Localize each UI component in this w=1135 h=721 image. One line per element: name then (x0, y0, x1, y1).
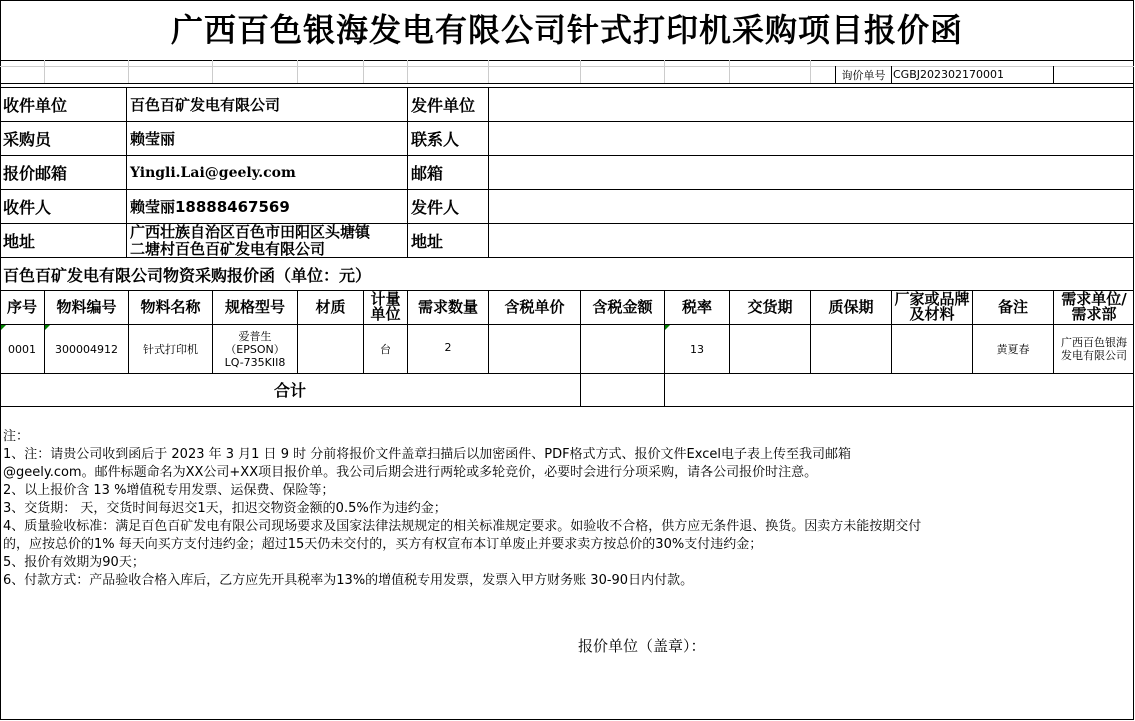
note-line: 3、交货期： 天，交货时间每迟交1天，扣迟交物资金额的0.5%作为违约金； (3, 501, 447, 516)
section-title: 百色百矿发电有限公司物资采购报价函（单位：元） (3, 265, 372, 285)
note-line: 的，应按总价的1% 每天向买方支付违约金；超过15天仍未交付的，买方有权宣布本订单废止并要求卖方按总价的30%支付违约金； (3, 537, 763, 552)
col-header-spec: 规格型号 (224, 298, 285, 316)
sender-unit-value (489, 88, 1134, 121)
email-value (489, 156, 1134, 189)
cell-tax: 13 (690, 342, 704, 356)
comment-marker (665, 325, 670, 330)
divider (0, 83, 1134, 84)
contact-value (489, 122, 1134, 155)
recipient-label: 收件人 (3, 198, 52, 217)
total-label: 合计 (273, 380, 306, 400)
cell-delivery (730, 325, 810, 373)
inquiry-number: CGBJ202302170001 (893, 68, 1004, 81)
contact-label: 联系人 (411, 130, 460, 149)
cell-dept: 广西百色银海发电有限公司 (1061, 336, 1127, 362)
cell-amount (581, 325, 664, 373)
cell-name: 针式打印机 (143, 342, 198, 356)
email-label: 邮箱 (411, 164, 444, 183)
divider (407, 60, 408, 83)
page-title: 广西百色银海发电有限公司针式打印机采购项目报价函 (170, 11, 963, 49)
col-header-seq: 序号 (6, 298, 37, 316)
note-line: 1、注：请贵公司收到函后于 2023 年 3 月1 日 9 时 分前将报价文件盖章扫描后以加密函件、PDF格式方式、报价文件Excel电子表上传至我司邮箱 (3, 447, 851, 462)
divider (1053, 66, 1054, 83)
cell-code: 300004912 (55, 342, 118, 356)
cell-warranty (811, 325, 891, 373)
sender-label: 发件人 (411, 198, 460, 217)
comment-marker (1, 325, 6, 330)
stamp-label: 报价单位（盖章）： (578, 636, 706, 655)
col-header-delivery: 交货期 (747, 298, 793, 316)
receiver-unit-value: 百色百矿发电有限公司 (130, 96, 281, 114)
address2-value (489, 224, 1134, 257)
note-line: @geely.com。邮件标题命名为XX公司+XX项目报价单。我公司后期会进行两轮或多轮竞价，必要时会进行分项采购，请各公司报价时注意。 (3, 465, 818, 480)
note-line: 注： (3, 429, 30, 444)
receiver-unit-label: 收件单位 (3, 96, 68, 115)
divider (297, 60, 298, 83)
divider (363, 60, 364, 83)
col-header-name: 物料名称 (140, 298, 201, 316)
col-header-brand: 厂家或品牌及材料 (894, 291, 970, 323)
cell-unit-price (489, 325, 580, 373)
note-line: 5、报价有效期为90天； (3, 555, 145, 570)
cell-unit: 台 (380, 342, 391, 356)
cell-qty: 2 (444, 341, 452, 354)
address-line-2: 二塘村百色百矿发电有限公司 (130, 240, 326, 257)
divider (891, 66, 892, 83)
divider (44, 60, 45, 83)
col-header-warranty: 质保期 (828, 298, 874, 316)
note-line: 6、付款方式：产品验收合格入库后，乙方应先开具税率为13%的增值税专用发票，发票入甲方财务账 30-90日内付款。 (3, 573, 694, 588)
col-header-remark: 备注 (997, 298, 1028, 316)
col-header-unit: 计量单位 (370, 291, 401, 323)
col-header-material: 材质 (315, 298, 346, 316)
note-line: 2、以上报价含 13 %增值税专用发票、运保费、保险等； (3, 483, 335, 498)
divider (580, 60, 581, 83)
address-label: 地址 (3, 232, 36, 251)
divider (0, 406, 1134, 407)
divider (212, 60, 213, 83)
buyer-label: 采购员 (3, 130, 52, 149)
col-header-unit-price: 含税单价 (504, 298, 565, 316)
quote-email-value: Yingli.Lai@geely.com (130, 164, 296, 181)
cell-brand (892, 325, 972, 373)
divider (729, 60, 730, 83)
address-line-1: 广西壮族自治区百色市田阳区头塘镇 (130, 224, 371, 241)
cell-remark: 黄夏春 (996, 342, 1030, 356)
col-header-code: 物料编号 (56, 298, 117, 316)
divider (128, 60, 129, 83)
divider (0, 60, 1134, 61)
col-header-amount: 含税金额 (592, 298, 653, 316)
note-line: 4、质量验收标准：满足百色百矿发电有限公司现场要求及国家法律法规规定的相关标准规定要求。如验收不合格，供方应无条件退、换货。因卖方未能按期交付 (3, 519, 922, 534)
divider (664, 60, 665, 83)
address2-label: 地址 (411, 232, 444, 251)
address-value (127, 224, 407, 257)
col-header-dept: 需求单位/需求部 (1061, 291, 1127, 323)
cell-material (298, 325, 363, 373)
cell-spec: 爱普生（EPSON）LQ-735KII8 (224, 329, 286, 369)
sender-unit-label: 发件单位 (411, 96, 476, 115)
col-header-qty: 需求数量 (417, 298, 478, 316)
inquiry-label: 询价单号 (841, 68, 886, 82)
quote-email-label: 报价邮箱 (3, 164, 68, 183)
col-header-tax: 税率 (681, 298, 712, 316)
comment-marker (45, 325, 50, 330)
recipient-value: 赖莹丽18888467569 (130, 198, 290, 216)
buyer-value: 赖莹丽 (130, 130, 176, 148)
sender-value (489, 190, 1134, 223)
divider (488, 60, 489, 83)
notes-block (3, 428, 1133, 590)
divider (810, 60, 811, 83)
cell-seq: 0001 (8, 342, 36, 356)
